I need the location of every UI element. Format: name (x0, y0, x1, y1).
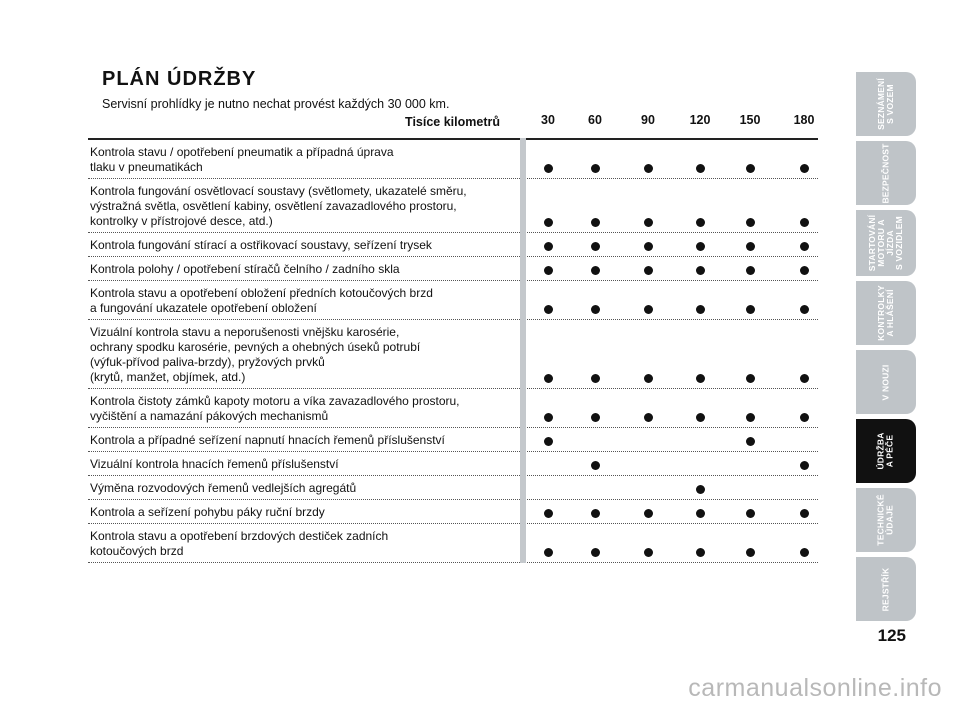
row-description: Výměna rozvodových řemenů vedlejších agregátů (90, 481, 357, 495)
chapter-tab-label: STARTOVÁNÍ MOTORU A JÍZDA S VOZIDLEM (867, 214, 904, 272)
maintenance-schedule-table (88, 108, 818, 563)
check-dot-120 (696, 485, 705, 494)
check-dot-30 (544, 374, 553, 383)
check-dot-90 (644, 266, 653, 275)
check-dot-90 (644, 164, 653, 173)
check-dot-180 (800, 548, 809, 557)
table-row (88, 476, 818, 500)
check-dot-90 (644, 374, 653, 383)
chapter-tab-label: TECHNICKÉ ÚDAJE (875, 494, 895, 546)
check-dot-90 (644, 509, 653, 518)
table-row (88, 281, 818, 320)
check-dot-30 (544, 266, 553, 275)
chapter-tab-6[interactable] (856, 419, 916, 483)
check-dot-120 (696, 413, 705, 422)
check-dot-30 (544, 413, 553, 422)
table-row (88, 452, 818, 476)
table-row (88, 524, 818, 563)
check-dot-30 (544, 305, 553, 314)
check-dot-150 (746, 374, 755, 383)
check-dot-60 (591, 305, 600, 314)
check-dot-120 (696, 305, 705, 314)
check-dot-60 (591, 413, 600, 422)
row-description: Kontrola stavu a opotřebení brzdových destiček zadních kotoučových brzd (90, 529, 389, 558)
check-dot-180 (800, 461, 809, 470)
check-dot-180 (800, 413, 809, 422)
check-dot-30 (544, 164, 553, 173)
chapter-tab-label: BEZPEČNOST (880, 142, 891, 204)
check-dot-150 (746, 218, 755, 227)
chapter-tab-1[interactable] (856, 72, 916, 136)
chapter-tab-2[interactable] (856, 141, 916, 205)
row-description: Vizuální kontrola stavu a neporušenosti vnějšku karosérie, ochrany spodku karosérie, pevných a ohebných úseků potrubí (výfuk-přívod paliva-brzdy), pryžových prvků (krytů, manžet, objímek, atd.) (90, 325, 421, 384)
page-number: 125 (877, 626, 906, 645)
table-body (88, 140, 818, 563)
check-dot-120 (696, 266, 705, 275)
row-description: Vizuální kontrola hnacích řemenů příslušenství (90, 457, 339, 471)
check-dot-60 (591, 242, 600, 251)
check-dot-60 (591, 266, 600, 275)
check-dot-150 (746, 305, 755, 314)
check-dot-150 (746, 266, 755, 275)
check-dot-30 (544, 218, 553, 227)
check-dot-180 (800, 164, 809, 173)
table-row (88, 428, 818, 452)
km-column-60: 60 (588, 113, 602, 127)
check-dot-30 (544, 548, 553, 557)
check-dot-60 (591, 509, 600, 518)
check-dot-120 (696, 374, 705, 383)
chapter-tab-label: V NOUZI (880, 364, 891, 400)
check-dot-180 (800, 374, 809, 383)
check-dot-60 (591, 218, 600, 227)
table-row (88, 179, 818, 233)
check-dot-150 (746, 164, 755, 173)
check-dot-180 (800, 509, 809, 518)
check-dot-60 (591, 461, 600, 470)
table-row (88, 233, 818, 257)
check-dot-150 (746, 548, 755, 557)
check-dot-150 (746, 413, 755, 422)
km-header-label: Tisíce kilometrů (405, 115, 500, 129)
page-subtitle: Servisní prohlídky je nutno nechat provést každých 30 000 km. (102, 97, 450, 111)
km-column-150: 150 (739, 113, 761, 127)
row-description: Kontrola a případné seřízení napnutí hnacích řemenů příslušenství (90, 433, 445, 447)
check-dot-90 (644, 305, 653, 314)
chapter-tab-8[interactable] (856, 557, 916, 621)
table-row (88, 140, 818, 179)
check-dot-60 (591, 164, 600, 173)
table-row (88, 500, 818, 524)
check-dot-90 (644, 548, 653, 557)
check-dot-150 (746, 242, 755, 251)
row-description: Kontrola stavu a opotřebení obložení předních kotoučových brzd a fungování ukazatele opotřebení obložení (90, 286, 433, 315)
row-description: Kontrola polohy / opotřebení stíračů čelního / zadního skla (90, 262, 400, 276)
check-dot-90 (644, 242, 653, 251)
km-column-90: 90 (641, 113, 655, 127)
check-dot-150 (746, 509, 755, 518)
chapter-tab-label: KONTROLKY A HLÁŠENÍ (875, 285, 895, 341)
check-dot-180 (800, 218, 809, 227)
watermark: carmanualsonline.info (688, 674, 942, 702)
column-shade (520, 138, 526, 563)
chapter-tab-3[interactable] (856, 210, 916, 276)
km-column-120: 120 (689, 113, 711, 127)
chapter-tab-label: SEZNÁMENÍ S VOZEM (875, 78, 895, 130)
chapter-tab-7[interactable] (856, 488, 916, 552)
chapter-tab-4[interactable] (856, 281, 916, 345)
km-column-180: 180 (793, 113, 815, 127)
check-dot-120 (696, 242, 705, 251)
check-dot-90 (644, 413, 653, 422)
chapter-tab-5[interactable] (856, 350, 916, 414)
row-description: Kontrola a seřízení pohybu páky ruční brzdy (90, 505, 325, 519)
table-row (88, 320, 818, 389)
row-description: Kontrola čistoty zámků kapoty motoru a víka zavazadlového prostoru, vyčištění a namazání pákových mechanismů (90, 394, 460, 423)
chapter-tab-label: REJSTŘÍK (880, 567, 891, 611)
check-dot-30 (544, 437, 553, 446)
check-dot-30 (544, 242, 553, 251)
check-dot-30 (544, 509, 553, 518)
row-description: Kontrola stavu / opotřebení pneumatik a případná úprava tlaku v pneumatikách (90, 145, 394, 174)
table-row (88, 389, 818, 428)
check-dot-90 (644, 218, 653, 227)
table-header (88, 108, 818, 140)
check-dot-180 (800, 266, 809, 275)
check-dot-150 (746, 437, 755, 446)
row-description: Kontrola fungování stírací a ostřikovací soustavy, seřízení trysek (90, 238, 432, 252)
check-dot-60 (591, 548, 600, 557)
km-column-30: 30 (541, 113, 555, 127)
check-dot-120 (696, 218, 705, 227)
row-description: Kontrola fungování osvětlovací soustavy (světlomety, ukazatelé směru, výstražná světla, osvětlení kabiny, osvětlení zavazadlového prostoru, kontrolky v přístrojové desce, atd.) (90, 184, 467, 228)
check-dot-180 (800, 305, 809, 314)
check-dot-120 (696, 164, 705, 173)
page-title: PLÁN ÚDRŽBY (102, 68, 257, 90)
check-dot-180 (800, 242, 809, 251)
chapter-tab-label: ÚDRŽBA A PÉČE (876, 432, 895, 470)
check-dot-120 (696, 509, 705, 518)
check-dot-120 (696, 548, 705, 557)
check-dot-60 (591, 374, 600, 383)
table-row (88, 257, 818, 281)
